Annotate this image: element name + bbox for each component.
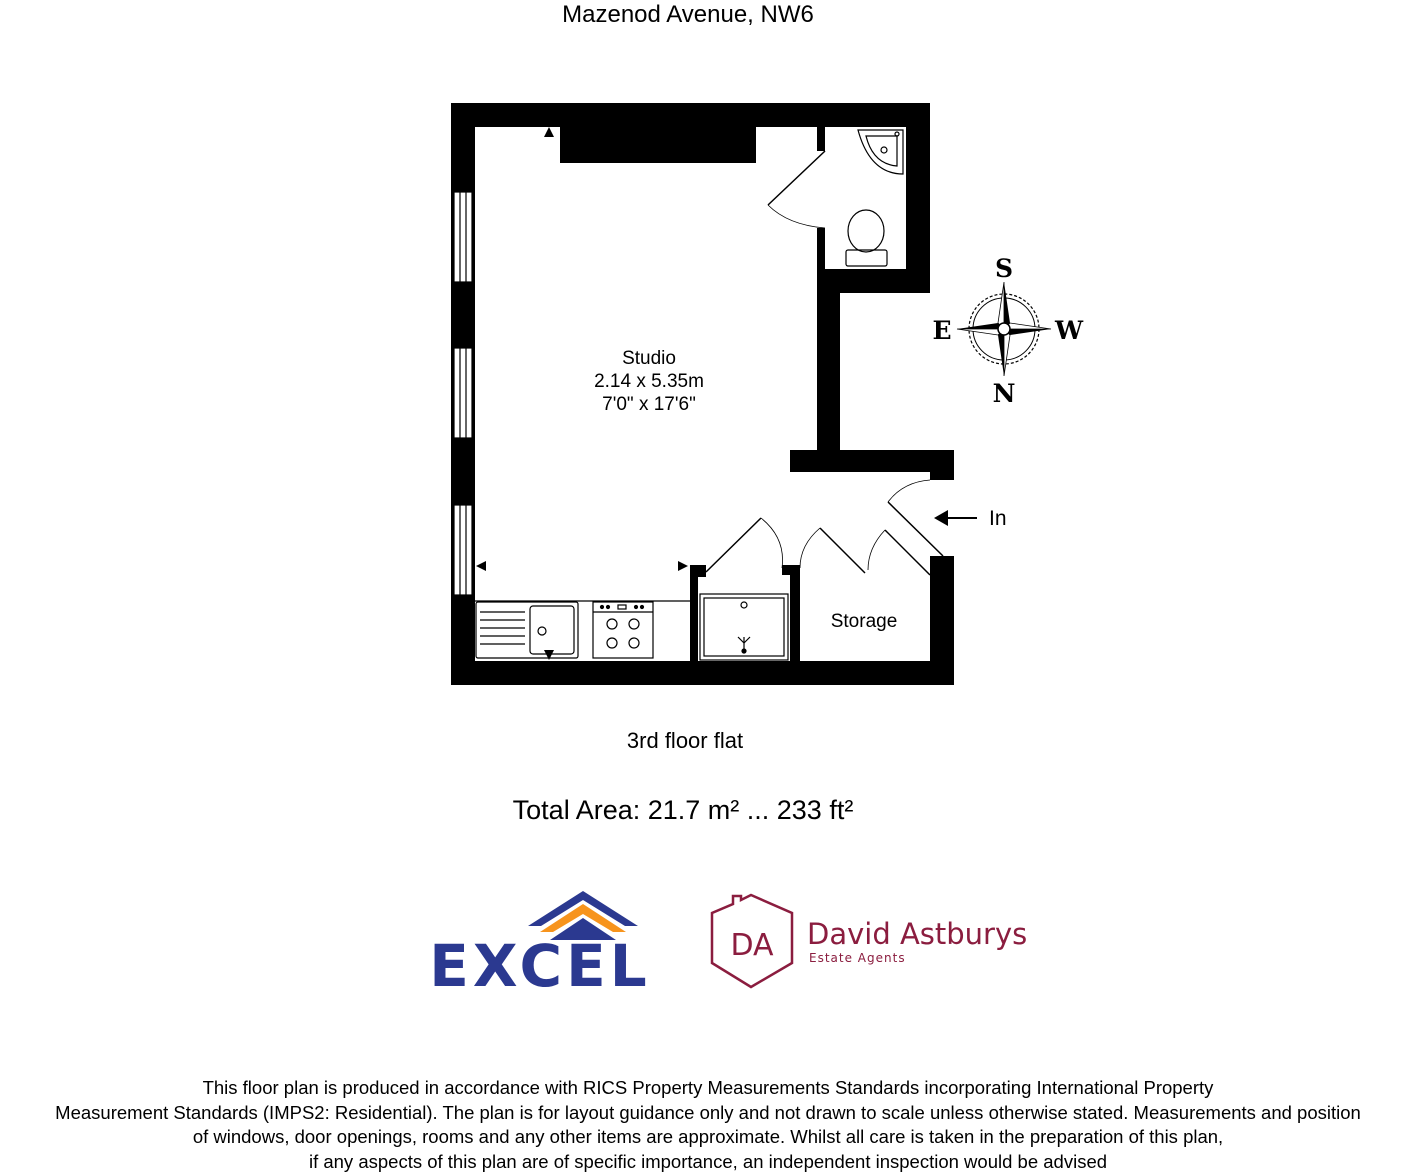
- window: [454, 505, 472, 595]
- entrance-arrow: [934, 510, 977, 526]
- compass-bottom-letter: N: [992, 379, 1016, 408]
- window: [454, 192, 472, 282]
- excel-logo-text: EXCEL: [429, 932, 651, 1000]
- wall-shower-right-top: [782, 565, 800, 575]
- sink-unit: [476, 602, 578, 658]
- disclaimer-line: Measurement Standards (IMPS2: Residential). The plan is for layout guidance only and not drawn to scale unless otherwise stated. Measurements and position: [55, 1101, 1361, 1123]
- wall-entrance-top: [790, 450, 954, 472]
- wall-top: [451, 103, 930, 127]
- wall-bottom: [451, 661, 954, 685]
- kitchen: [475, 601, 690, 658]
- total-area: Total Area: 21.7 m² ... 233 ft²: [512, 795, 854, 825]
- wall-shower-left-top: [690, 565, 706, 577]
- storage-door-left: [820, 528, 865, 573]
- bathroom-door: [768, 151, 825, 205]
- disclaimer: [0, 1076, 1416, 1174]
- da-monogram: DA: [730, 928, 774, 963]
- entrance-door: [888, 502, 943, 556]
- disclaimer-line: of windows, door openings, rooms and any other items are approximate. Whilst all care is taken in the preparation of this plan,: [192, 1126, 1224, 1147]
- compass-icon: [957, 282, 1051, 376]
- wall-shower-right: [790, 565, 800, 661]
- compass-right-letter: W: [1054, 316, 1084, 345]
- wall-entrance-stub: [930, 450, 954, 480]
- chimney-breast: [560, 127, 756, 163]
- excel-logo: [429, 891, 650, 1000]
- storage-label: Storage: [830, 611, 898, 632]
- room-name: Studio: [622, 348, 676, 369]
- compass-left-letter: E: [932, 316, 952, 345]
- shower-tray: [700, 594, 788, 660]
- room-dimensions-metric: 2.14 x 5.35m: [594, 371, 704, 392]
- wall-right-lower: [930, 556, 954, 685]
- toilet-bowl: [848, 210, 884, 252]
- wall-bathroom-left-upper: [817, 127, 825, 151]
- wall-mid-vertical: [817, 269, 840, 472]
- hob-unit: [593, 602, 653, 658]
- david-astburys-logo: [712, 895, 1027, 987]
- da-tagline: Estate Agents: [809, 951, 906, 965]
- page-title: Mazenod Avenue, NW6: [562, 1, 814, 28]
- wall-shower-left: [690, 565, 698, 661]
- window: [454, 348, 472, 438]
- room-dimensions-imperial: 7'0" x 17'6": [602, 394, 696, 415]
- floor-label: 3rd floor flat: [626, 728, 744, 753]
- da-name: David Astburys: [807, 917, 1028, 951]
- entrance-label: In: [989, 507, 1007, 530]
- wall-right-bathroom: [906, 103, 930, 293]
- bathroom-fixtures: [846, 130, 903, 266]
- compass-top-letter: S: [994, 254, 1014, 283]
- disclaimer-line: This floor plan is produced in accordance with RICS Property Measurements Standards incorporating International Property: [202, 1077, 1214, 1098]
- disclaimer-line: if any aspects of this plan are of specific importance, an independent inspection would be advised: [308, 1150, 1108, 1172]
- windows: [454, 192, 472, 595]
- studio-label: [569, 347, 729, 416]
- shower-door: [706, 518, 761, 572]
